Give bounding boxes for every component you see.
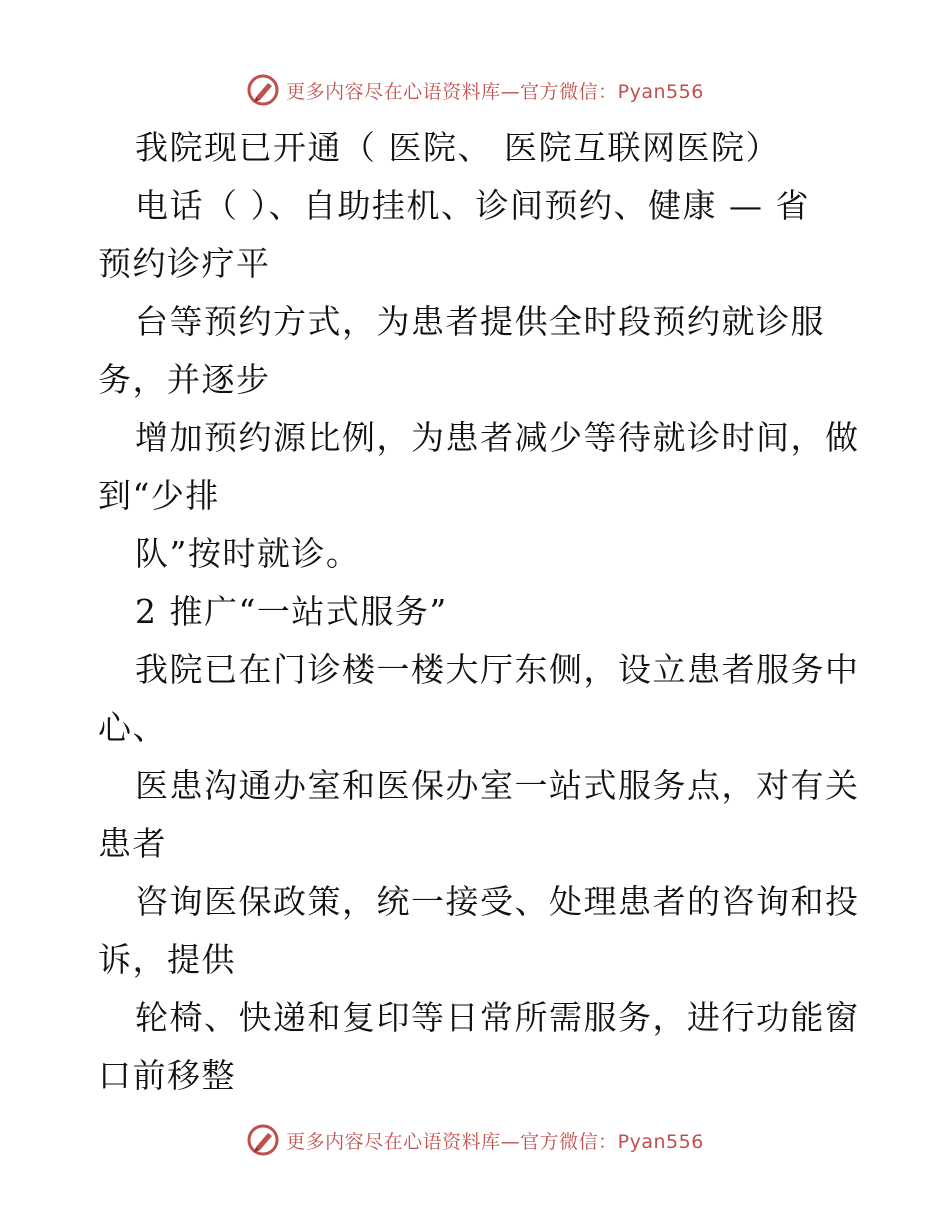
text-line: 增加预约源比例，为患者减少等待就诊时间，做 (135, 418, 860, 457)
watermark-text: 更多内容尽在心语资料库—官方微信：Pyan556 (286, 80, 704, 103)
text-line: 我院现已开通（ 医院、 医院互联网医院） (135, 128, 780, 167)
text-line: 预约诊疗平 (98, 244, 271, 283)
text-line: 务，并逐步 (98, 360, 271, 399)
text-line: 台等预约方式，为患者提供全时段预约就诊服 (135, 302, 825, 341)
text-line: 医患沟通办室和医保办室一站式服务点，对有关 (135, 766, 860, 805)
text-line: 我院已在门诊楼一楼大厅东侧，设立患者服务中 (135, 650, 860, 689)
text-line: 电话（ ）、自助挂机、诊间预约、健康 — 省 (135, 186, 810, 225)
text-line: 诉，提供 (98, 940, 236, 979)
watermark-text: 更多内容尽在心语资料库—官方微信：Pyan556 (286, 1130, 704, 1153)
text-line: 到“少排 (98, 476, 220, 515)
text-line: 口前移整 (98, 1056, 236, 1095)
header-watermark (0, 70, 950, 110)
text-line: 队”按时就诊。 (135, 534, 361, 573)
section-heading: 2 推广“一站式服务” (135, 592, 448, 631)
pen-logo-icon (246, 73, 280, 107)
text-line: 患者 (98, 824, 167, 863)
footer-watermark (0, 1120, 950, 1160)
text-line: 咨询医保政策，统一接受、处理患者的咨询和投 (135, 882, 860, 921)
text-line: 心、 (98, 708, 167, 747)
text-line: 轮椅、快递和复印等日常所需服务，进行功能窗 (135, 998, 860, 1037)
pen-logo-icon (246, 1123, 280, 1157)
